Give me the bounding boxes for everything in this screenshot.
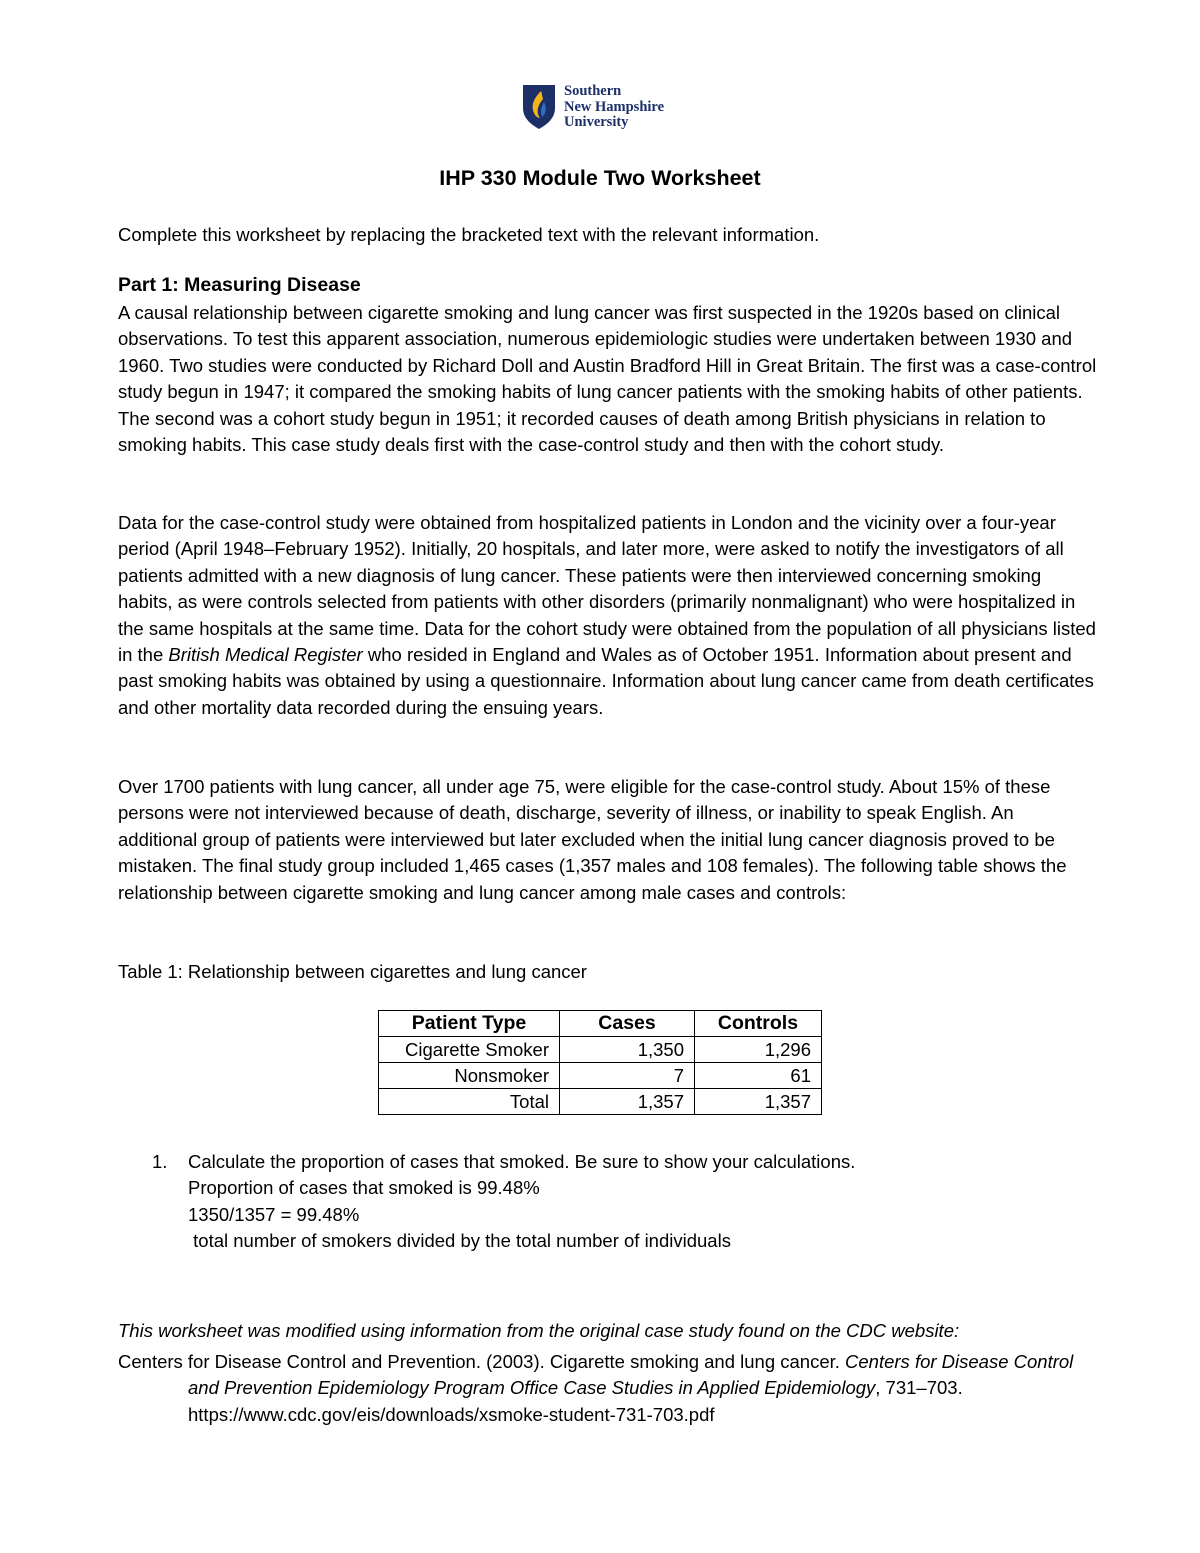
logo-line-2: New Hampshire [564,98,665,115]
answer-line-2: 1350/1357 = 99.48% [188,1203,360,1225]
cell-cases: 7 [560,1063,695,1089]
paragraph-1: A causal relationship between cigarette smoking and lung cancer was first suspected in the 1920s based on clinical observations. To test this apparent association, numerous epidemiologic studies were undertaken between 1930 and 1960. Two studies were conducted by Richard Doll and Austin Bradford Hill in Great Britain. The first was a case-control study begun in 1947; it compared the smoking habits of lung cancer patients with the smoking habits of other patients. The second was a cohort study begun in 1951; it recorded causes of death among British physicians in relation to smoking habits. This case study deals first with the case-control study and then with the cohort study. [118,302,1097,456]
table-row [379,1089,822,1115]
register-title: British Medical Register [168,644,363,666]
cell-controls: 1,296 [695,1037,822,1063]
cell-cases: 1,350 [560,1037,695,1063]
header-controls: Controls [695,1011,822,1037]
reference-source: Centers for Disease Control and Prevention Epidemiology Program Office Case Studies in Applied Epidemiology [188,1351,1074,1399]
data-table [378,1010,822,1115]
cell-controls: 1,357 [695,1089,822,1115]
paragraph-3: Over 1700 patients with lung cancer, all under age 75, were eligible for the case-control study. About 15% of these persons were not interviewed because of death, discharge, severity of illness, or inability to speak English. An additional group of patients were interviewed but later excluded when the initial lung cancer diagnosis proved to be mistaken. The final study group included 1,465 cases (1,357 males and 108 females). The following table shows the relationship between cigarette smoking and lung cancer among male cases and controls: [118,776,1067,903]
table-header-row [379,1011,822,1037]
table-row [379,1037,822,1063]
header-patient-type: Patient Type [379,1011,560,1037]
instruction-text: Complete this worksheet by replacing the bracketed text with the relevant information. [118,224,820,245]
question-prompt: Calculate the proportion of cases that smoked. Be sure to show your calculations. [188,1151,856,1172]
reference-authors: Centers for Disease Control and Prevention. (2003). Cigarette smoking and lung cancer. [118,1351,846,1372]
paragraph-2 [118,510,1098,721]
shield-flame-icon [522,84,556,130]
part1-heading: Part 1: Measuring Disease [118,274,361,296]
paragraph-2-text-a: Data for the case-control study were obtained from hospitalized patients in London and the vicinity over a four-year period (April 1948–February 1952). Initially, 20 hospitals, and later more, were asked to notify the investigators of all patients admitted with a new diagnosis of lung cancer. These patients were then interviewed concerning smoking habits, as were controls selected from patients with other disorders (primarily nonmalignant) who were hospitalized in the same hospitals at the same time. Data for the cohort study were obtained from the population of all physicians listed in the [118,512,1096,666]
source-note: This worksheet was modified using information from the original case study found on the CDC website: [118,1320,960,1341]
reference-citation [118,1349,1098,1402]
logo-line-1: Southern [564,83,622,99]
cell-patient-type: Total [379,1089,560,1115]
reference-url[interactable]: https://www.cdc.gov/eis/downloads/xsmoke-student-731-703.pdf [188,1403,715,1425]
table-row [379,1063,822,1089]
answer-line-1: Proportion of cases that smoked is 99.48% [188,1177,540,1199]
cell-patient-type: Cigarette Smoker [379,1037,560,1063]
cell-patient-type: Nonsmoker [379,1063,560,1089]
reference-pages: , 731–703. [875,1377,963,1399]
cell-controls: 61 [695,1063,822,1089]
header-cases: Cases [560,1011,695,1037]
answer-line-3: total number of smokers divided by the total number of individuals [188,1230,731,1252]
university-name [564,84,664,131]
logo-line-3: University [564,114,629,130]
page-title: IHP 330 Module Two Worksheet [439,166,761,190]
reference [118,1349,1098,1428]
paragraph-2-text-b: who resided in England and Wales as of October 1951. Information about present and past smoking habits was obtained by using a questionnaire. Information about lung cancer came from death certificates and other mortality data recorded during the ensuing years. [118,644,1094,718]
university-logo [522,84,692,132]
table-caption: Table 1: Relationship between cigarettes and lung cancer [118,961,587,982]
cell-cases: 1,357 [560,1089,695,1115]
question-1 [188,1149,1088,1255]
question-number: 1. [152,1151,168,1172]
